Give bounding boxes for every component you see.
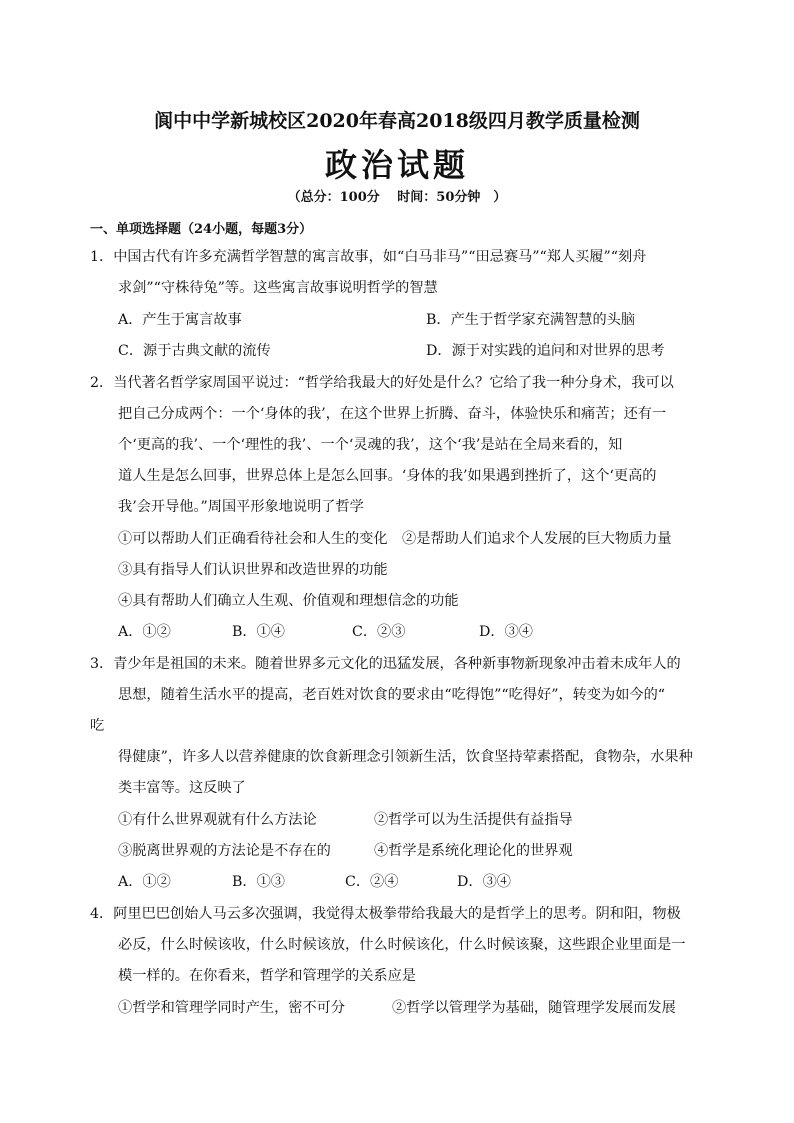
choice-b[interactable]: B．①③	[232, 874, 285, 890]
choice-d[interactable]: D．源于对实践的追问和对世界的思考	[426, 343, 665, 359]
choice-c[interactable]: C．源于古典文献的流传	[118, 343, 271, 359]
question-line: 吃	[90, 718, 105, 734]
school-exam-title: 阆中中学新城校区2020年春高2018级四月教学质量检测	[154, 110, 640, 132]
question-line: 类丰富等。这反映了	[118, 780, 246, 796]
question-line: 思想，随着生活水平的提高，老百姓对饮食的要求由“吃得饱”“吃得好”，转变为如今的“	[118, 687, 666, 703]
question-line: 3．青少年是祖国的未来。随着世界多元文化的迅猛发展，各种新事物新现象冲击着未成年人的	[90, 656, 681, 672]
question-line: 必反，什么时候该收，什么时候该放，什么时候该化，什么时候该聚，这些跟企业里面是一	[118, 937, 686, 953]
statement-1: ①哲学和管理学同时产生，密不可分	[118, 1000, 346, 1016]
choice-d[interactable]: D．③④	[457, 874, 511, 890]
choice-c[interactable]: C．②④	[345, 874, 399, 890]
choice-a[interactable]: A．①②	[118, 874, 171, 890]
statement-2: ②是帮助人们追求个人发展的巨大物质力量	[402, 531, 672, 547]
choice-a[interactable]: A．①②	[118, 624, 171, 640]
statement-4: ④哲学是系统化理论化的世界观	[374, 843, 573, 859]
subject-title: 政治试题	[324, 146, 469, 184]
statement-2: ②哲学以管理学为基础，随管理学发展而发展	[392, 1000, 676, 1016]
question-line: 模一样的。在你看来，哲学和管理学的关系应是	[118, 968, 416, 984]
question-line: 道人生是怎么回事，世界总体上是怎么回事。‘身体的我’如果遇到挫折了，这个‘更高的	[118, 468, 657, 484]
statement-2: ②哲学可以为生活提供有益指导	[374, 812, 573, 828]
statement-1: ①可以帮助人们正确看待社会和人生的变化	[118, 531, 388, 547]
statement-3: ③脱离世界观的方法论是不存在的	[118, 843, 331, 859]
choice-d[interactable]: D．③④	[479, 624, 533, 640]
question-line: 求剑”“守株待兔”等。这些寓言故事说明哲学的智慧	[118, 280, 438, 296]
question-line: 2．当代著名哲学家周国平说过：“哲学给我最大的好处是什么？它给了我一种分身术，我可以	[90, 375, 674, 391]
statement-1: ①有什么世界观就有什么方法论	[118, 812, 317, 828]
question-line: 4．阿里巴巴创始人马云多次强调，我觉得太极拳带给我最大的是哲学上的思考。阴和阳，物极	[90, 906, 681, 922]
question-line: 把自己分成两个：一个‘身体的我’，在这个世界上折腾、奋斗，体验快乐和痛苦；还有一	[118, 406, 667, 422]
statement-3: ③具有指导人们认识世界和改造世界的功能	[118, 562, 388, 578]
question-line: 我’会开导他。”周国平形象地说明了哲学	[118, 499, 364, 515]
question-line: 1．中国古代有许多充满哲学智慧的寓言故事，如“白马非马”“田忌赛马”“郑人买履”“刻舟	[90, 249, 647, 265]
statement-4: ④具有帮助人们确立人生观、价值观和理想信念的功能	[118, 593, 459, 609]
exam-meta: （总分：100分 时间：50分钟 ）	[287, 190, 507, 205]
choice-b[interactable]: B．①④	[232, 624, 285, 640]
choice-b[interactable]: B．产生于哲学家充满智慧的头脑	[426, 312, 636, 328]
question-line: 得健康”，许多人以营养健康的饮食新理念引领新生活，饮食坚持荤素搭配，食物杂，水果种	[118, 749, 693, 765]
choice-a[interactable]: A．产生于寓言故事	[118, 312, 242, 328]
question-line: 个‘更高的我’、一个‘理性的我’、一个‘灵魂的我’，这个‘我’是站在全局来看的，知	[118, 437, 623, 453]
choice-c[interactable]: C．②③	[352, 624, 406, 640]
section-heading: 一、单项选择题（24小题，每题3分）	[90, 222, 313, 237]
